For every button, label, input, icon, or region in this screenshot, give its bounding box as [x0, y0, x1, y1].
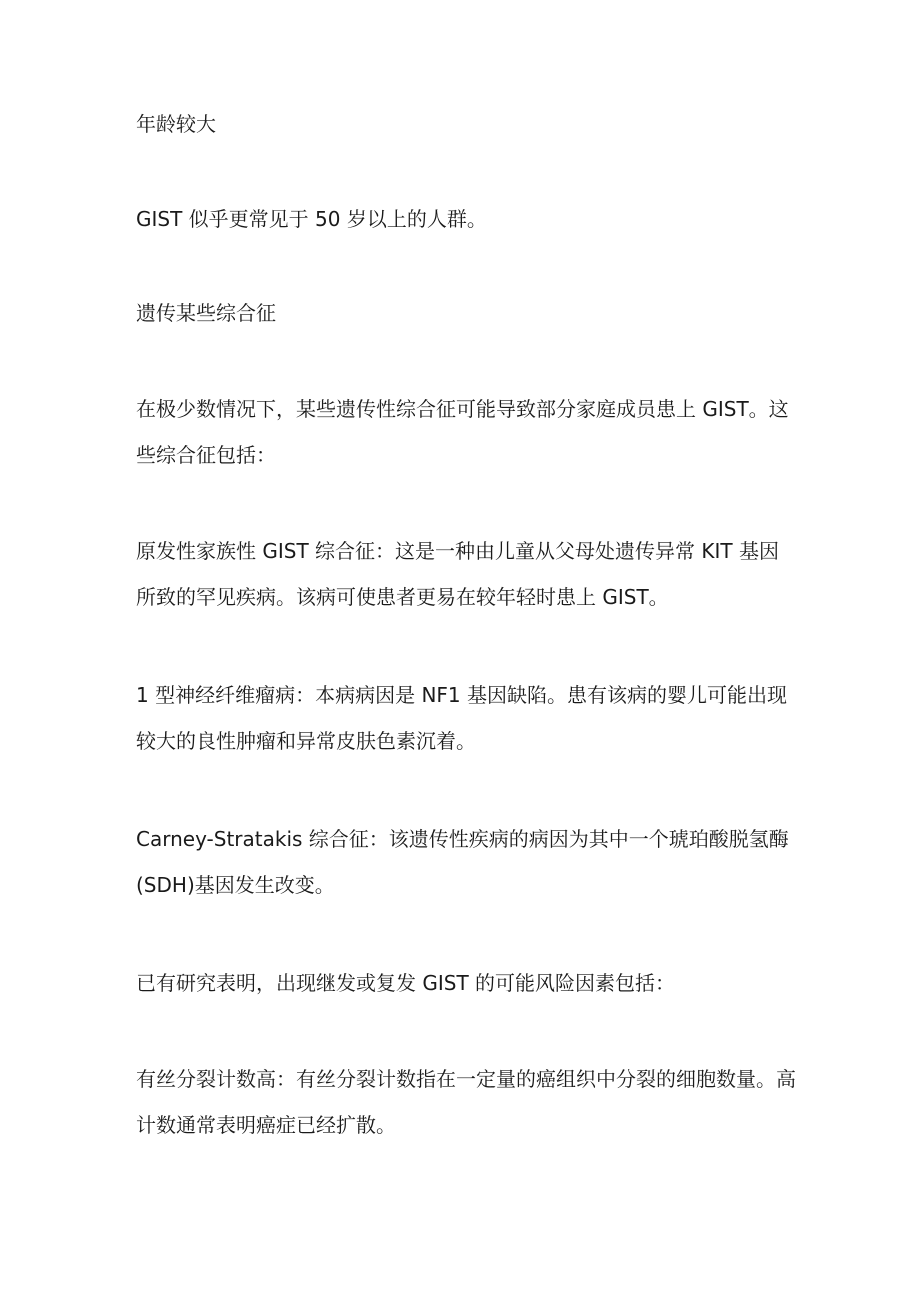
heading-older-age: 年龄较大: [136, 112, 216, 136]
paragraph-age-info: GIST 似乎更常见于 50 岁以上的人群。: [136, 207, 487, 231]
heading-inherited-syndromes: 遗传某些综合征: [136, 301, 276, 325]
paragraph-carney-stratakis: Carney-Stratakis 综合征：该遗传性疾病的病因为其中一个琥珀酸脱氢酶 (SDH)基因发生改变。: [136, 827, 789, 897]
paragraph-mitotic-count: 有丝分裂计数高：有丝分裂计数指在一定量的癌组织中分裂的细胞数量。高计数通常表明癌症已经扩散。: [136, 1067, 796, 1137]
paragraph-syndromes-intro: 在极少数情况下，某些遗传性综合征可能导致部分家庭成员患上 GIST。这些综合征包括：: [136, 397, 789, 467]
paragraph-nf1: 1 型神经纤维瘤病：本病病因是 NF1 基因缺陷。患有该病的婴儿可能出现较大的良性肿瘤和异常皮肤色素沉着。: [136, 683, 787, 753]
paragraph-familial-gist: 原发性家族性 GIST 综合征：这是一种由儿童从父母处遗传异常 KIT 基因所致的罕见疾病。该病可使患者更易在较年轻时患上 GIST。: [136, 539, 779, 609]
paragraph-recurrence-risk: 已有研究表明，出现继发或复发 GIST 的可能风险因素包括：: [136, 971, 676, 995]
